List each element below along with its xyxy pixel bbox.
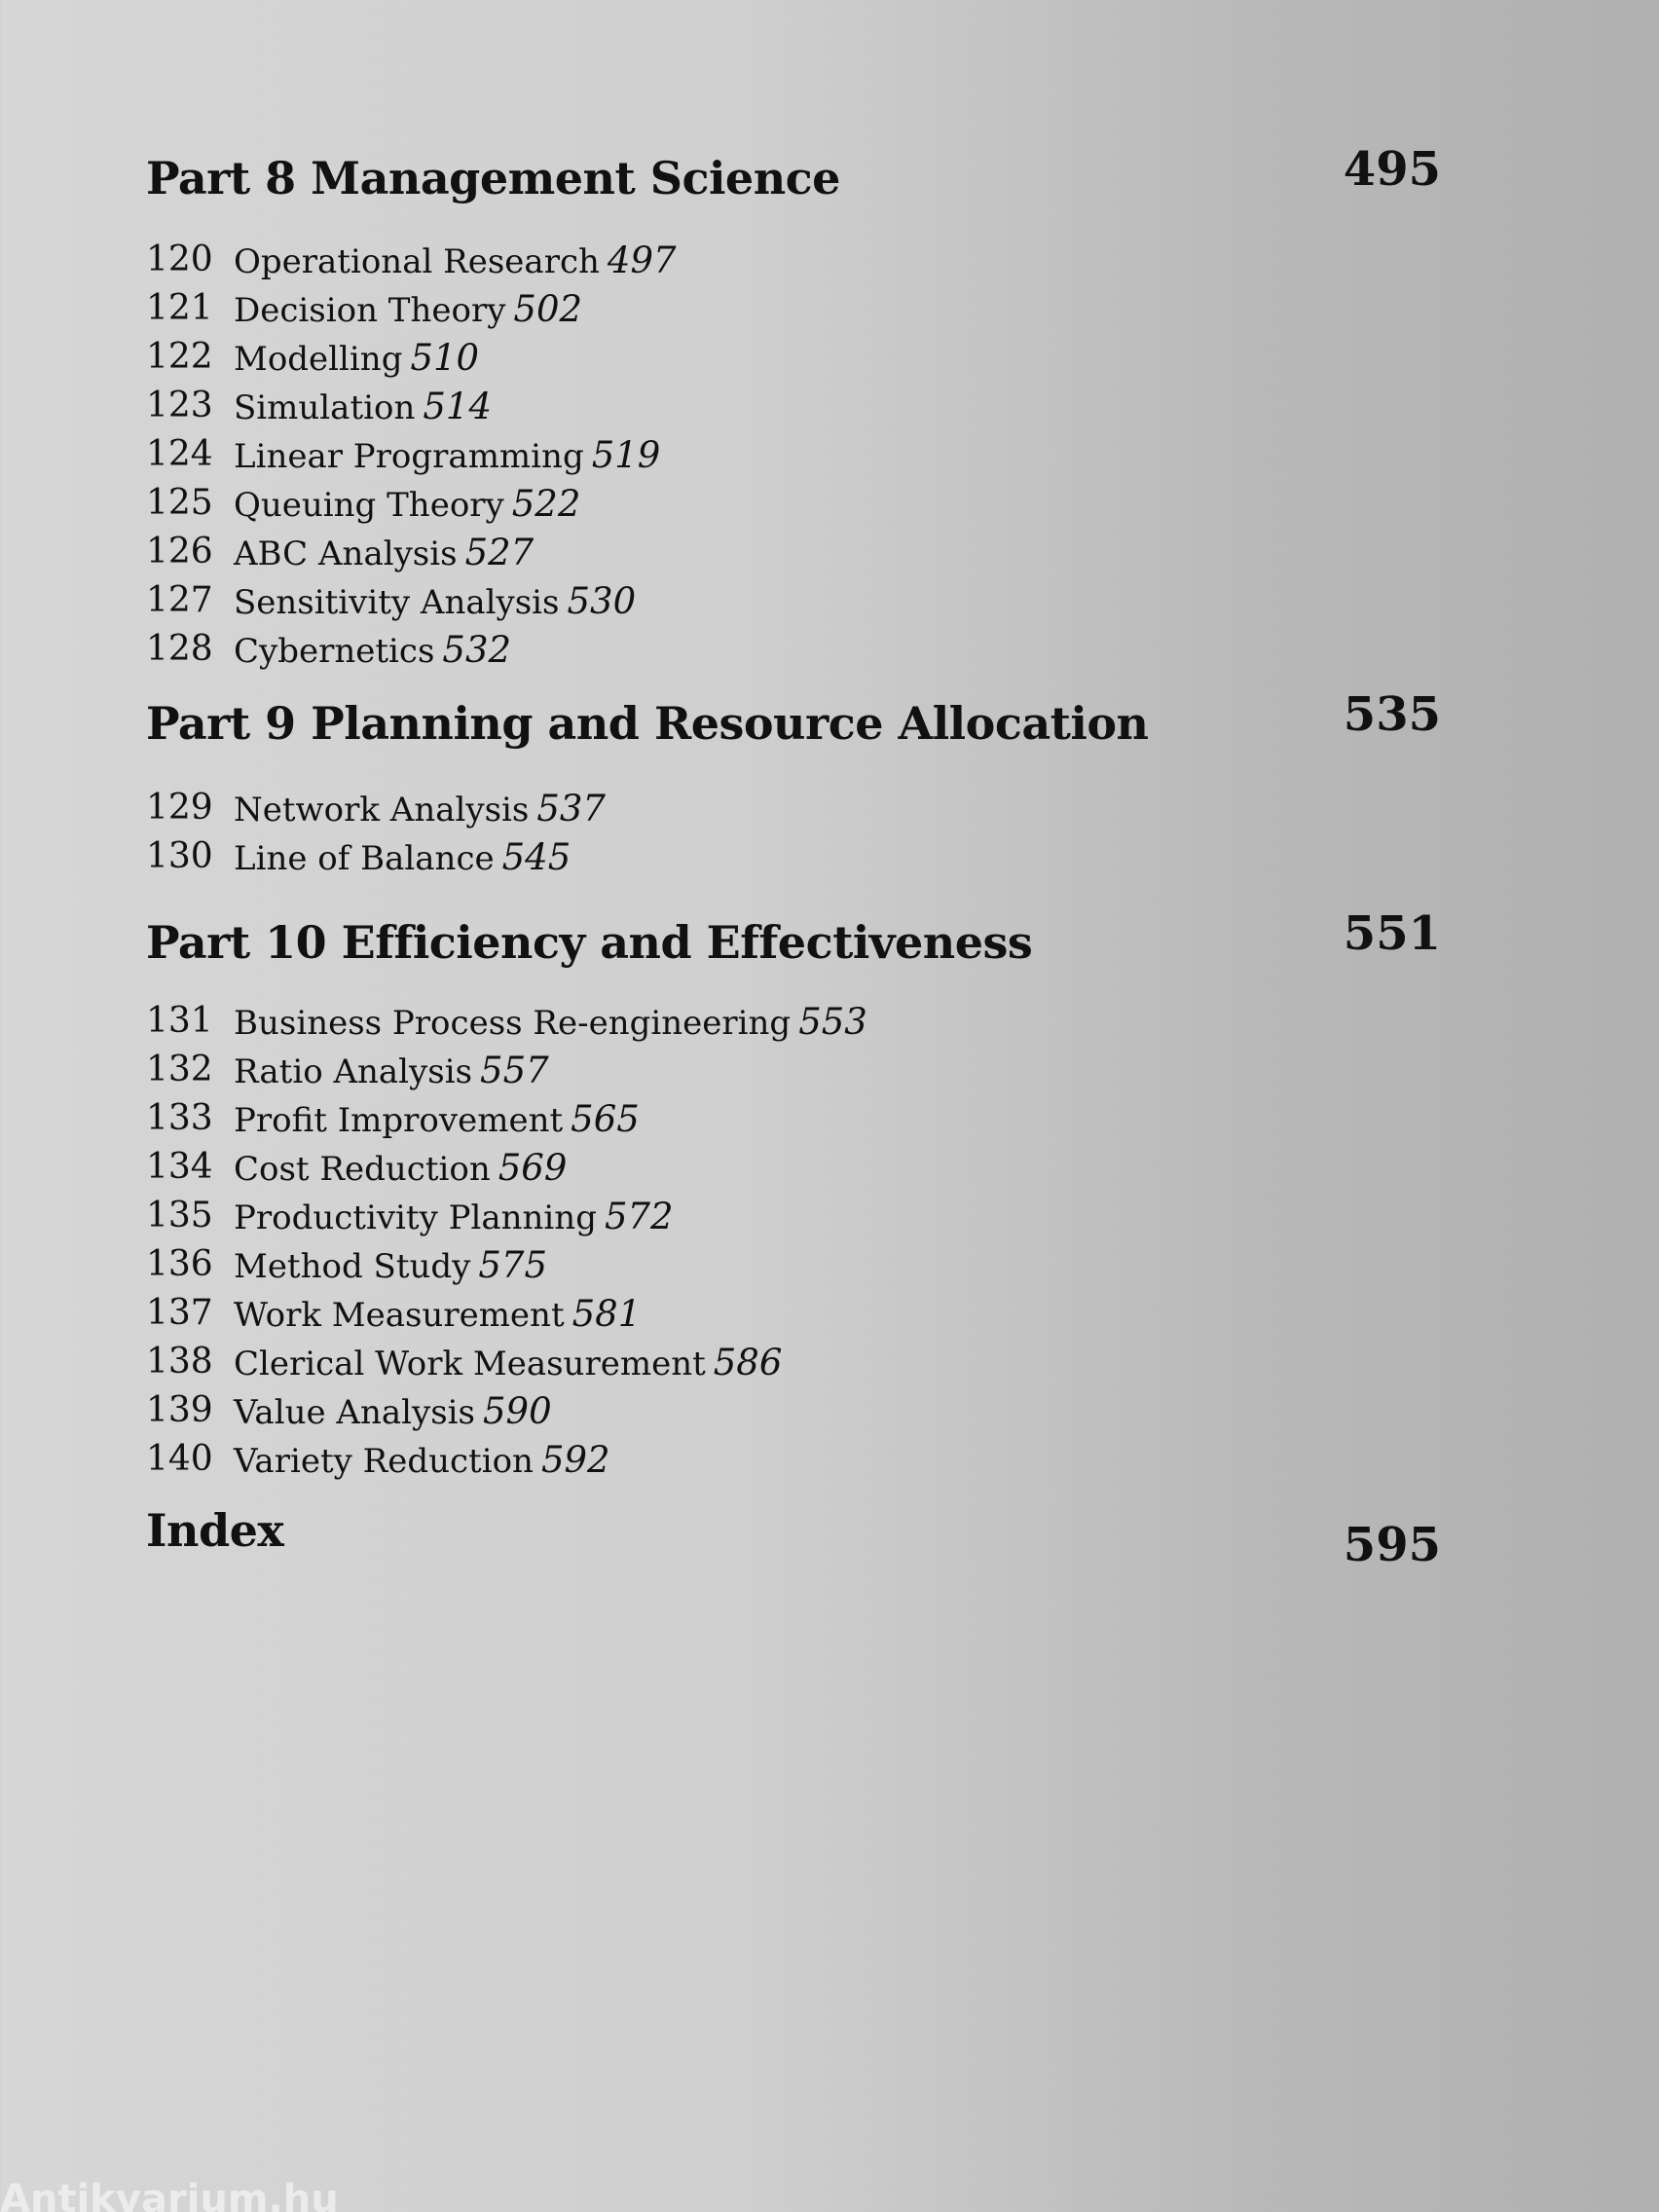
chapter-entry	[146, 1044, 1022, 1092]
chapter-page: 502	[513, 288, 583, 330]
chapter-list	[146, 995, 1022, 1482]
chapter-page: 553	[798, 1001, 867, 1043]
chapter-number: 126	[146, 532, 213, 571]
chapter-title: Decision Theory 502	[234, 288, 583, 330]
chapter-entry	[146, 526, 1022, 574]
chapter-page: 497	[607, 240, 677, 281]
chapter-title: Simulation 514	[234, 386, 492, 427]
chapter-entry	[146, 1092, 1022, 1141]
part-title: Part 9 Planning and Resource Allocation	[146, 697, 1149, 750]
chapter-title: Productivity Planning 572	[234, 1196, 674, 1237]
chapter-page: 575	[478, 1244, 547, 1286]
chapter-entry	[146, 1141, 1022, 1190]
chapter-number: 127	[146, 580, 213, 620]
chapter-entry	[146, 1336, 1022, 1384]
chapter-number: 131	[146, 1001, 213, 1041]
chapter-page: 527	[464, 532, 535, 573]
chapter-title: Ratio Analysis 557	[234, 1050, 549, 1091]
chapter-entry	[146, 380, 1022, 428]
chapter-entry	[146, 830, 1022, 879]
chapter-page: 519	[591, 434, 661, 476]
chapter-entry	[146, 477, 1022, 526]
part-title: Part 8 Management Science	[146, 152, 840, 204]
chapter-title: Linear Programming 519	[234, 434, 661, 476]
chapter-title: Modelling 510	[234, 337, 480, 379]
chapter-number: 137	[146, 1293, 213, 1333]
index-page-number: 595	[1343, 1518, 1441, 1572]
chapter-entry	[146, 331, 1022, 380]
chapter-title: Sensitivity Analysis 530	[234, 580, 637, 622]
chapter-title: Work Measurement 581	[234, 1293, 642, 1335]
part-page-number: 535	[1343, 687, 1441, 742]
chapter-page: 592	[540, 1439, 610, 1481]
watermark: Antikvarium.hu	[0, 2177, 339, 2212]
chapter-list	[146, 782, 1022, 879]
chapter-entry	[146, 428, 1022, 477]
chapter-number: 130	[146, 836, 213, 876]
chapter-list	[146, 234, 1022, 672]
chapter-page: 565	[571, 1098, 640, 1140]
chapter-entry	[146, 995, 1022, 1044]
chapter-title: Value Analysis 590	[234, 1390, 552, 1432]
part-page-number: 551	[1343, 906, 1441, 961]
chapter-number: 122	[146, 337, 213, 377]
chapter-page: 510	[410, 337, 480, 379]
chapter-title: Queuing Theory 522	[234, 483, 581, 525]
index-heading	[146, 1504, 1441, 1572]
chapter-page: 522	[511, 483, 581, 525]
chapter-title: Line of Balance 545	[234, 836, 571, 878]
chapter-page: 514	[423, 386, 492, 427]
part-heading	[146, 682, 1441, 750]
chapter-entry	[146, 1190, 1022, 1238]
chapter-number: 123	[146, 386, 213, 425]
chapter-entry	[146, 574, 1022, 623]
chapter-entry	[146, 1433, 1022, 1482]
chapter-number: 124	[146, 434, 213, 474]
chapter-page: 537	[536, 788, 606, 830]
chapter-title: Cost Reduction 569	[234, 1147, 568, 1189]
chapter-title: Cybernetics 532	[234, 629, 512, 671]
part-heading	[146, 136, 1441, 204]
chapter-entry	[146, 1238, 1022, 1287]
chapter-title: Network Analysis 537	[234, 788, 606, 830]
chapter-title: Clerical Work Measurement 586	[234, 1342, 783, 1383]
chapter-page: 557	[480, 1050, 549, 1091]
chapter-entry	[146, 782, 1022, 830]
chapter-number: 140	[146, 1439, 213, 1479]
chapter-number: 134	[146, 1147, 213, 1187]
chapter-number: 125	[146, 483, 213, 523]
chapter-title: ABC Analysis 527	[234, 532, 535, 573]
chapter-number: 120	[146, 240, 213, 279]
part-heading	[146, 901, 1441, 969]
chapter-title: Method Study 575	[234, 1244, 547, 1286]
chapter-number: 135	[146, 1196, 213, 1235]
chapter-number: 121	[146, 288, 213, 328]
chapter-page: 581	[571, 1293, 642, 1335]
part-title: Part 10 Efficiency and Effectiveness	[146, 916, 1033, 969]
chapter-page: 586	[713, 1342, 783, 1383]
chapter-entry	[146, 1287, 1022, 1336]
chapter-title: Business Process Re-engineering 553	[234, 1001, 867, 1043]
chapter-entry	[146, 1384, 1022, 1433]
chapter-page: 545	[501, 836, 571, 878]
part-page-number: 495	[1343, 142, 1441, 197]
chapter-title: Variety Reduction 592	[234, 1439, 610, 1481]
chapter-number: 128	[146, 629, 213, 669]
chapter-title: Profit Improvement 565	[234, 1098, 640, 1140]
chapter-entry	[146, 282, 1022, 331]
chapter-number: 136	[146, 1244, 213, 1284]
chapter-number: 139	[146, 1390, 213, 1430]
chapter-number: 132	[146, 1050, 213, 1089]
chapter-number: 138	[146, 1342, 213, 1382]
chapter-number: 133	[146, 1098, 213, 1138]
chapter-page: 532	[442, 629, 512, 671]
index-title: Index	[146, 1504, 284, 1557]
chapter-page: 530	[567, 580, 637, 622]
chapter-page: 569	[498, 1147, 568, 1189]
chapter-number: 129	[146, 788, 213, 828]
chapter-entry	[146, 623, 1022, 672]
chapter-entry	[146, 234, 1022, 282]
chapter-title: Operational Research 497	[234, 240, 677, 281]
chapter-page: 572	[604, 1196, 674, 1237]
chapter-page: 590	[482, 1390, 552, 1432]
